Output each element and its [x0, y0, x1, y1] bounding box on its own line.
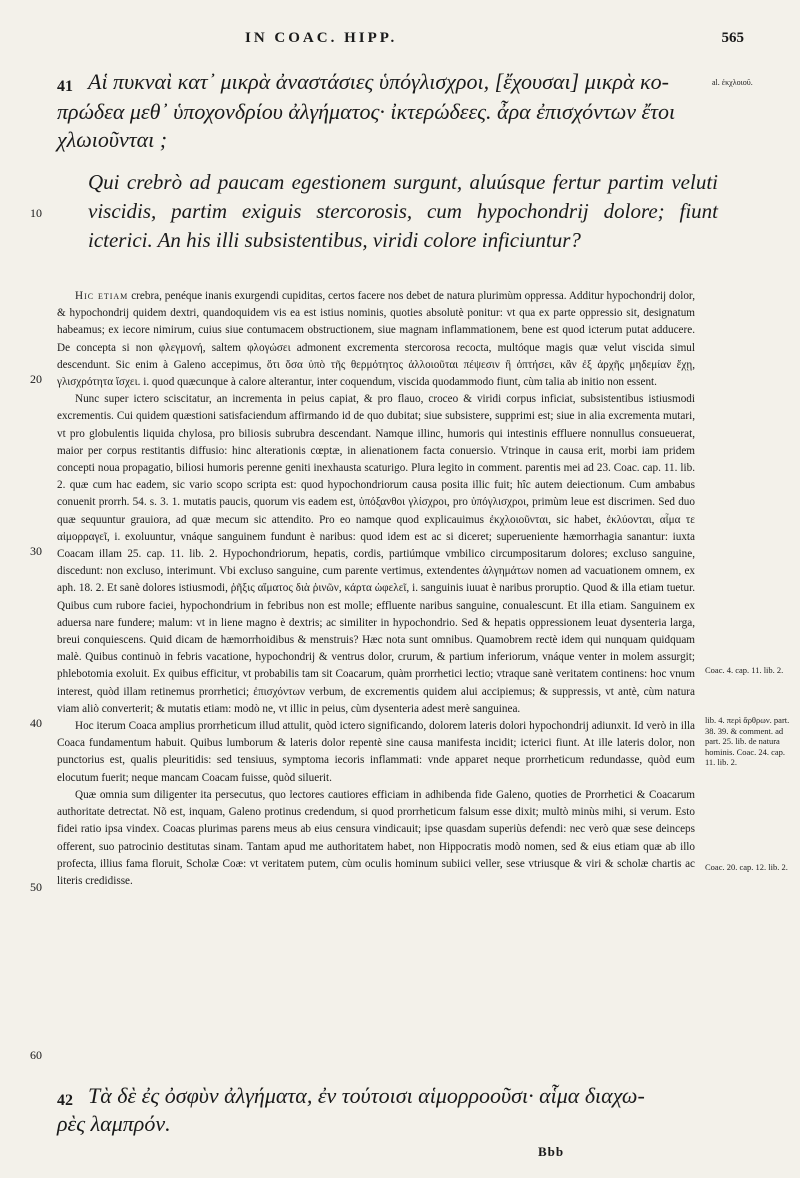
greek-aphorism-41-line3: χλωιοῦνται ;: [57, 127, 168, 152]
commentary-paragraph: Nunc super ictero sciscitatur, an incrementa in peius capiat, & pro flauo, croceo & viridi corpus inficiat, subsistentibus istiusmodi excrementis. Cui quidem quæstioni satisfaciendum affirmando id de quo dubitat; siue subsistere, supprimi est; siue in alia excrementa mutari, vt pro globulentis liquida chylosa, pro biliosis subrubra descendant. Namque illinc, humoris qui intestinis effluere nonnullus consueuerat, maior per corpus restitantis diffusio: hinc alterationis cœptæ, in alienationem facta conuersio. Vtrinque in causa erit, morbi iam pridem concepti noua propagatio, biliosi humoris perenne geniti inexhausta scaturigo. Plura legito in comment. parentis mei ad 23. Coac. cap. 11. lib. 2. quæ cum hac eadem, sic vario scopo scripta est: quod hypochondriorum causa posita illic fuit; hîc autem deiectionum. Cum ambabus conuenit prorrh. 54. s. 3. 1. mutatis paucis, quorum vis eadem est, ὑπόξανθοι γλίσχροι, pro ὑπόγλισχροι, primùm leue est discrimen. Sed duo quæ sequuntur grauiora, ad quæ mecum sic attendito. Pro eo namque quod explicauimus ἐκχλοιοῦνται, sic habet, ἐκλύονται, αἷμα τε αἱμορραγεῖ, i. exoluuntur, vnáque sanguinem fundunt è naribus: quod idem est ac si diceret; superueniente hæmorrhagia sanantur: iuxta Coacam illam 25. cap. 11. lib. 2. Hypochondriorum, hepatis, cordis, partiúmque vmbilico circumpositarum dolores; excluso sanguine, discedunt: non excluso, interimunt. Vbi excluso sanguine, cum parente vertimus, extendentes ἀλγημάτων nomen ad vacuationem omnem, ex aph. 18. 2. Et sanè dolores istiusmodi, ῥῆξις αἵματος διὰ ῥινῶν, κάρτα ὠφελεῖ, i. sanguinis iuuat è naribus proruptio. Quod & illa etiam tuetur. Quibus cum rubore faciei, hypochondrium in febribus non est molle; effluente naribus sanguine, conualescunt. Et illa etiam. Sanguinem ex aduersa nare fundere; malum: vt in liene magno è dextris; ac similiter in hypochondrio. Sed & hepatis oppressionem leuat dysenteria larga, breui conquiescens. Quid dicam de hæmorrhoidibus & menstruis? Hæc nota sunt omnibus. Quamobrem rectè idem qui nunquam quidquam malè. Quibus continuò in febris vacatione, hypochondrij & ventrus dolor, crurum, & partium inferiorum, vnáque venter in molem assurgit; phlebotomia exoluit. Ex quibus efficitur, vt probabilis tam sit Coacarum, quàm prorrhetici lectio; vtraque sanè veritatem continens: hoc vnum interest, quòd illam retinemus prorrhetici; ἐπισχόντων verbum, de excrementis quidem alui accipiemus; & suppressis, vt antè, cùm natura viam aliò converterit; & mutatis etiam: modò ne, vt illic in peius, cùm dysenteria adest merè sanguinea.: [57, 393, 695, 715]
commentary-paragraph: Hoc iterum Coaca amplius prorrheticum illud attulit, quòd ictero significando, dolorem lateris dolori hypochondrij adiunxit. Id verò in illa Coaca fundamentum habuit. Quibus lumborum & lateris dolor repentè sine causa manifesta incidit; icterici fiunt. At ille lateris dolor, non punctorius est, qualis pleuritidis: sed tensiuus, symptoma iecoris inflammati: vnde apparet neque prorrheticum redundasse, quòd eum elocutum fuerit; neque mancam Coacam fuisse, quòd siluerit.: [57, 720, 695, 784]
section-number-41: 41: [57, 78, 73, 95]
line-number: 30: [30, 544, 42, 558]
line-number: 50: [30, 880, 42, 894]
greek-aphorism-42-line2: ρὲς λαμπρόν.: [57, 1111, 171, 1136]
section-number-42: 42: [57, 1092, 73, 1109]
running-head: IN COAC. HIPP.: [245, 30, 398, 46]
commentary-paragraph: [57, 288, 695, 391]
greek-aphorism-42-line1: Τὰ δὲ ἐς ὀσφὺν ἀλγήματα, ἐν τούτοισι αἱμορροοῦσι· αἷμα διαχω-: [88, 1083, 645, 1108]
greek-aphorism-41-line1: Αἱ πυκναὶ κατ᾽ μικρὰ ἀναστάσιες ὑπόγλισχροι, [ἔχουσαι] μικρὰ κο-: [88, 69, 669, 94]
line-number: 40: [30, 716, 42, 730]
margin-note-variant: al. ἐκχλοιοῦ.: [712, 78, 753, 87]
margin-note: lib. 4. περὶ ἄρθρων. part. 38. 39. & comment. ad part. 25. lib. de natura hominis. Coac. 24. cap. 11. lib. 2.: [705, 715, 790, 768]
margin-note: Coac. 20. cap. 12. lib. 2.: [705, 862, 788, 872]
commentary-lead: Hic etiam: [75, 290, 129, 302]
commentary-text: crebra, penéque inanis exurgendi cupiditas, certos facere nos debet de natura plurimùm oppressa. Additur hypochondrij dolor, & hypochondrij quidem dextri, quandoquidem vis ea est istius nominis, quoties absolutè ponitur: vt qua ex parte oppressio sit, designatum habeamus; ex iecore nimirum, cuius siue contumacem obstructionem, siue magnam inflammationem, bene est quod icterum putat adducere. De concepta si non φλεγμονή, saltem φλογώσει admonent excrementa stercorosa recocta, multóque magis quæ velut viscida simul descendunt. Sic enim à Galeno accepimus, ὅτι ὅσα ὑπὸ τῆς θερμότητος ἀλλοιοῦται πέψεσιν ἢ ὀπτήσει, κἂν ἐξ ἀρχῆς μηδεμίαν ἔχῃ, γλισχρότητα ἴσχει. i. quod quæcunque à calore alterantur, inter coquendum, viscida quodammodo fiunt, cùm talia ab initio non essent.: [57, 290, 696, 389]
margin-note: Coac. 4. cap. 11. lib. 2.: [705, 665, 784, 675]
commentary-paragraph: Quæ omnia sum diligenter ita persecutus, quo lectores cautiores efficiam in adhibenda fide Galeno, quoties de Prorrhetici & Coacarum authoritate detrectat. Nõ est, inquam, Galeno protinus credendum, si quod prorrheticum falsum esse dixit; multò minùs mihi, si verum. Esto fidei ratio ipsa vindex. Coacas plurimas parens meus ab eius censura vindicauit; ipse quasdam superiùs defendi: nec verò quæ sese deinceps offerent, suo patrocinio destitutas sinam. Tantam apud me authoritatem habet, non Hippocratis modò nomen, sed & eius etiam quæ ab illo profecta, illius fama floruit, Scholæ Coæ: vt veritatem putem, cùm oculis hominum subiici veller, sese vtriusque & viri & scholæ chartis ac literis credidisse.: [57, 788, 695, 887]
page-header: [0, 30, 800, 52]
signature-mark: Bbb: [538, 1144, 565, 1159]
latin-translation-41: Qui crebrò ad paucam egestionem surgunt, aluúsque fertur partim veluti viscidis, partim exiguis stercorosis, cum hypochondrij dolore; fiunt icterici. An his illi subsistentibus, viridi colore inficiuntur?: [88, 170, 718, 252]
greek-aphorism-41-line2: πρώδεα μεθ᾽ ὑποχονδρίου ἀλγήματος· ἰκτερώδεες. ἆρα ἐπισχόντων ἔτοι: [57, 99, 676, 124]
line-number: 10: [30, 206, 42, 220]
page-number: 565: [721, 30, 744, 46]
commentary-body: [57, 288, 695, 890]
line-number: 20: [30, 372, 42, 386]
line-number: 60: [30, 1048, 42, 1062]
